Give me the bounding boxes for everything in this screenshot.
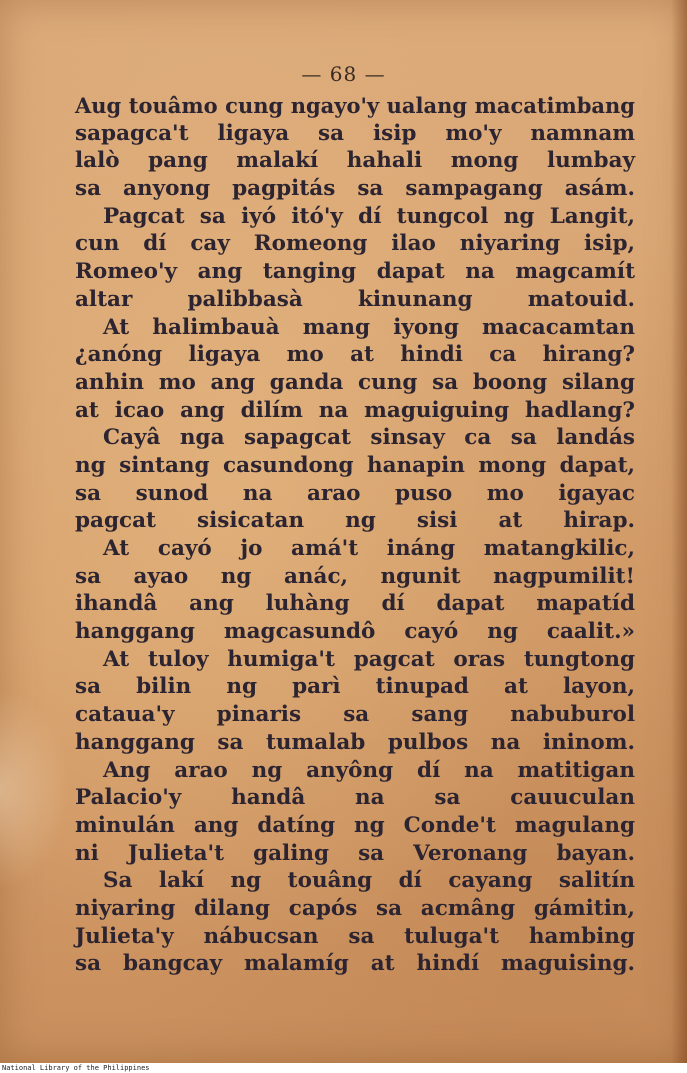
poem-line: hanggang magcasundô cayó ng caalit.» bbox=[75, 619, 635, 645]
poem-line: lalò pang malakí hahali mong lumbay bbox=[75, 148, 635, 174]
poem-line: altar palibbasà kinunang matouid. bbox=[75, 286, 635, 312]
poem-line: At halimbauà mang iyong macacamtan bbox=[103, 314, 635, 340]
poem-line: cun dí cay Romeong ilao niyaring isip, bbox=[75, 231, 635, 257]
poem-line: Cayâ nga sapagcat sinsay ca sa landás bbox=[103, 425, 635, 451]
poem-line: At cayó jo amá't ináng matangkilic, bbox=[103, 536, 635, 561]
poem-line: cataua'y pinaris sa sang nabuburol bbox=[75, 702, 635, 728]
poem-line: pagcat sisicatan ng sisi at hirap. bbox=[75, 508, 635, 534]
poem-line: minulán ang datíng ng Conde't magulang bbox=[75, 812, 635, 838]
poem-text-block bbox=[75, 92, 635, 978]
poem-line: ihandâ ang luhàng dí dapat mapatíd bbox=[75, 591, 635, 617]
poem-line: Sa lakí ng touâng dí cayang salitín bbox=[103, 868, 635, 894]
poem-line: sa anyong pagpitás sa sampagang asám. bbox=[75, 176, 635, 202]
poem-line: Pagcat sa iyó itó'y dí tungcol ng Langit, bbox=[103, 203, 635, 229]
library-credit: National Library of the Philippines bbox=[2, 1064, 150, 1072]
poem-line: hanggang sa tumalab pulbos na ininom. bbox=[75, 729, 635, 755]
page-number: — 68 — bbox=[301, 62, 386, 86]
poem-line: niyaring dilang capós sa acmâng gámitin, bbox=[75, 895, 635, 921]
poem-line: Julieta'y nábucsan sa tuluga't hambing bbox=[75, 923, 635, 949]
poem-line: ni Julieta't galing sa Veronang bayan. bbox=[75, 840, 635, 866]
poem-line: Palacio'y handâ na sa cauuculan bbox=[75, 785, 635, 811]
poem-line: Ang arao ng anyông dí na matitigan bbox=[103, 757, 635, 783]
paper-stain bbox=[0, 690, 70, 890]
poem-line: Romeo'y ang tanging dapat na magcamít bbox=[75, 259, 635, 285]
poem-line: sapagca't ligaya sa isip mo'y namnam bbox=[75, 120, 635, 146]
poem-line: ¿anóng ligaya mo at hindi ca hirang? bbox=[75, 342, 635, 368]
poem-line: anhin mo ang ganda cung sa boong silang bbox=[75, 369, 635, 395]
poem-line: sa sunod na arao puso mo igayac bbox=[75, 480, 635, 506]
poem-line: sa ayao ng anác, ngunit nagpumilit! bbox=[75, 563, 635, 589]
poem-line: ng sintang casundong hanapin mong dapat, bbox=[75, 452, 635, 478]
poem-line: At tuloy humiga't pagcat oras tungtong bbox=[103, 646, 635, 672]
page-edge-shadow bbox=[671, 0, 687, 1063]
poem-line: sa bangcay malamíg at hindí maguising. bbox=[75, 951, 635, 977]
poem-line: at icao ang dilím na maguiguing hadlang? bbox=[75, 397, 635, 423]
poem-line: Aug touâmo cung ngayo'y ualang macatimbang bbox=[75, 93, 635, 118]
poem-line: sa bilin ng parì tinupad at layon, bbox=[75, 674, 635, 700]
